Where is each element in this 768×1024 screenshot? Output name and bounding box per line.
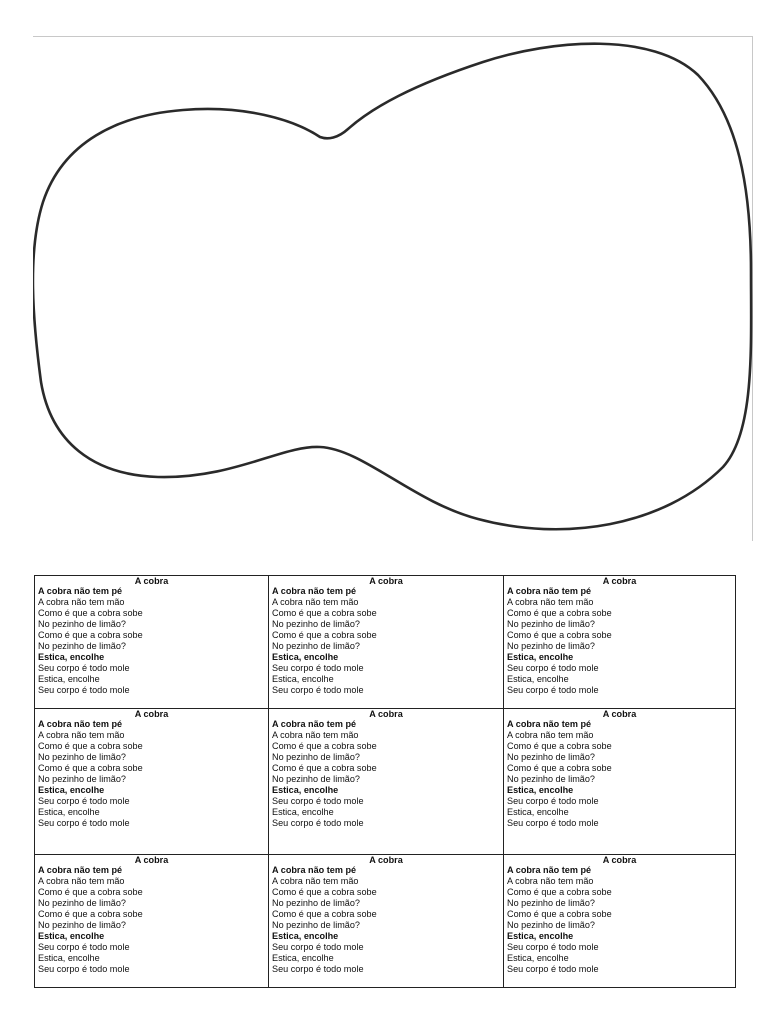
lyric-line: Estica, encolhe (507, 930, 574, 941)
lyric-line: A cobra não tem mão (38, 729, 125, 740)
lyric-line: Seu corpo é todo mole (507, 684, 599, 695)
card-title: A cobra (369, 576, 403, 586)
lyric-line: Estica, encolhe (507, 651, 574, 662)
lyric-line: Como é que a cobra sobe (272, 908, 377, 919)
lyric-line: Estica, encolhe (38, 930, 105, 941)
lyric-line: No pezinho de limão? (38, 618, 126, 629)
lyric-line: Como é que a cobra sobe (507, 886, 612, 897)
lyric-line: No pezinho de limão? (272, 897, 360, 908)
lyric-line: A cobra não tem mão (38, 875, 125, 886)
lyric-line: A cobra não tem pé (38, 864, 123, 875)
lyric-line: Estica, encolhe (507, 952, 569, 963)
lyrics-card (35, 576, 269, 709)
lyric-line: No pezinho de limão? (507, 618, 595, 629)
lyric-line: A cobra não tem pé (272, 864, 357, 875)
lyric-line: Estica, encolhe (272, 651, 339, 662)
lyric-line: Como é que a cobra sobe (272, 886, 377, 897)
lyric-line: A cobra não tem mão (507, 596, 594, 607)
lyric-line: A cobra não tem pé (38, 718, 123, 729)
lyric-line: Seu corpo é todo mole (507, 662, 599, 673)
lyric-line: Estica, encolhe (38, 673, 100, 684)
lyric-line: Como é que a cobra sobe (507, 762, 612, 773)
lyrics-card (504, 855, 735, 987)
lyric-line: A cobra não tem pé (38, 585, 123, 596)
lyric-line: No pezinho de limão? (38, 919, 126, 930)
lyric-line: Estica, encolhe (272, 952, 334, 963)
lyric-line: No pezinho de limão? (38, 897, 126, 908)
guitar-outline-drawing (33, 36, 753, 541)
lyric-line: Como é que a cobra sobe (507, 629, 612, 640)
lyric-line: Seu corpo é todo mole (272, 684, 364, 695)
lyric-line: No pezinho de limão? (272, 618, 360, 629)
lyrics-card-grid (34, 575, 736, 988)
lyric-line: No pezinho de limão? (507, 897, 595, 908)
lyric-line: Estica, encolhe (272, 673, 334, 684)
guitar-body-outline (33, 44, 751, 530)
lyric-line: No pezinho de limão? (507, 640, 595, 651)
lyric-line: Seu corpo é todo mole (38, 963, 130, 974)
card-title: A cobra (134, 855, 169, 865)
lyric-line: Como é que a cobra sobe (272, 740, 377, 751)
lyric-line: Seu corpo é todo mole (38, 662, 130, 673)
lyric-line: Como é que a cobra sobe (507, 607, 612, 618)
lyrics-card (35, 709, 269, 855)
lyric-line: Como é que a cobra sobe (38, 762, 143, 773)
lyric-line: No pezinho de limão? (272, 640, 360, 651)
lyric-line: No pezinho de limão? (272, 919, 360, 930)
lyric-line: Seu corpo é todo mole (38, 684, 130, 695)
lyric-line: A cobra não tem mão (272, 875, 359, 886)
lyric-line: Seu corpo é todo mole (507, 817, 599, 828)
lyric-line: Estica, encolhe (507, 673, 569, 684)
card-title: A cobra (134, 709, 169, 719)
lyric-line: Como é que a cobra sobe (38, 607, 143, 618)
lyric-line: Estica, encolhe (38, 952, 100, 963)
lyric-line: Estica, encolhe (272, 806, 334, 817)
lyric-line: No pezinho de limão? (272, 751, 360, 762)
lyric-line: Estica, encolhe (38, 806, 100, 817)
lyrics-card (269, 576, 504, 709)
lyric-line: Estica, encolhe (38, 784, 105, 795)
lyric-line: Estica, encolhe (507, 784, 574, 795)
lyric-line: Como é que a cobra sobe (38, 908, 143, 919)
card-title: A cobra (602, 576, 637, 586)
lyric-line: Seu corpo é todo mole (38, 941, 130, 952)
lyrics-card (504, 709, 735, 855)
lyric-line: Como é que a cobra sobe (272, 607, 377, 618)
lyric-line: Estica, encolhe (272, 784, 339, 795)
lyric-line: Seu corpo é todo mole (38, 795, 130, 806)
lyric-line: Como é que a cobra sobe (507, 908, 612, 919)
lyric-line: A cobra não tem pé (507, 585, 592, 596)
lyric-line: No pezinho de limão? (38, 751, 126, 762)
lyric-line: Estica, encolhe (272, 930, 339, 941)
lyric-line: Estica, encolhe (38, 651, 105, 662)
lyric-line: A cobra não tem pé (507, 864, 592, 875)
lyric-line: Seu corpo é todo mole (507, 941, 599, 952)
card-title: A cobra (602, 709, 637, 719)
lyric-line: A cobra não tem mão (507, 875, 594, 886)
guitar-outline-svg (33, 37, 753, 542)
lyric-line: No pezinho de limão? (507, 751, 595, 762)
lyrics-card (269, 855, 504, 987)
card-title: A cobra (602, 855, 637, 865)
lyric-line: Seu corpo é todo mole (507, 963, 599, 974)
lyric-line: A cobra não tem mão (38, 596, 125, 607)
lyric-line: Seu corpo é todo mole (38, 817, 130, 828)
lyric-line: A cobra não tem mão (272, 729, 359, 740)
lyric-line: Seu corpo é todo mole (507, 795, 599, 806)
lyric-line: No pezinho de limão? (38, 640, 126, 651)
lyric-line: Como é que a cobra sobe (38, 629, 143, 640)
lyric-line: A cobra não tem pé (507, 718, 592, 729)
lyric-line: No pezinho de limão? (38, 773, 126, 784)
card-title: A cobra (369, 709, 403, 719)
lyric-line: Seu corpo é todo mole (272, 662, 364, 673)
lyric-line: Como é que a cobra sobe (38, 886, 143, 897)
lyric-line: Como é que a cobra sobe (272, 629, 377, 640)
lyric-line: No pezinho de limão? (507, 919, 595, 930)
lyric-line: No pezinho de limão? (507, 773, 595, 784)
lyric-line: Seu corpo é todo mole (272, 795, 364, 806)
lyrics-card (504, 576, 735, 709)
lyric-line: A cobra não tem pé (272, 718, 357, 729)
lyrics-card (35, 855, 269, 987)
lyric-line: Seu corpo é todo mole (272, 963, 364, 974)
card-title: A cobra (134, 576, 169, 586)
card-title: A cobra (369, 855, 403, 865)
lyric-line: No pezinho de limão? (272, 773, 360, 784)
lyric-line: A cobra não tem mão (507, 729, 594, 740)
lyric-line: Estica, encolhe (507, 806, 569, 817)
lyric-line: Como é que a cobra sobe (38, 740, 143, 751)
lyric-line: Seu corpo é todo mole (272, 817, 364, 828)
lyric-line: A cobra não tem pé (272, 585, 357, 596)
lyric-line: A cobra não tem mão (272, 596, 359, 607)
lyric-line: Como é que a cobra sobe (507, 740, 612, 751)
lyric-line: Como é que a cobra sobe (272, 762, 377, 773)
lyric-line: Seu corpo é todo mole (272, 941, 364, 952)
lyrics-card (269, 709, 504, 855)
